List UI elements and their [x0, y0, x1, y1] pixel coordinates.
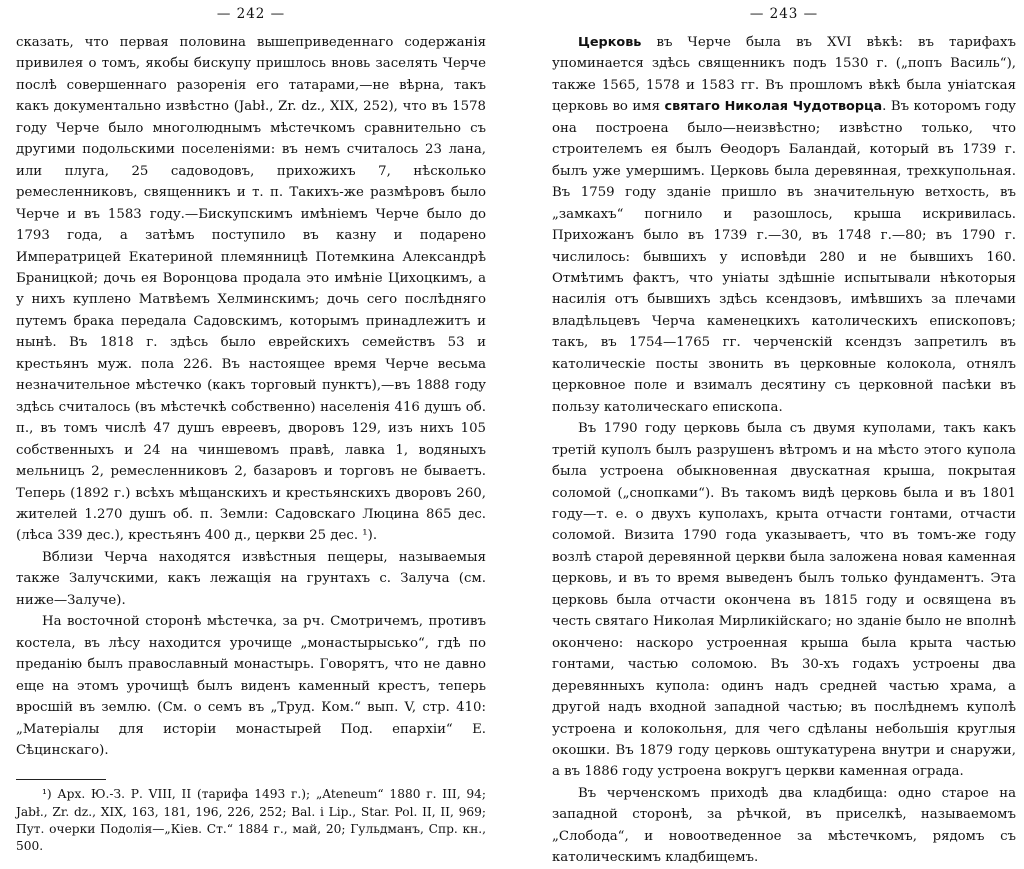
paragraph: На восточной сторонѣ мѣстечка, за рч. Смотричемъ, противъ костела, въ лѣсу находится урочище „монастырысько“, гдѣ по преданію былъ православный монастырь. Говорятъ, что не давно еще на этомъ урочищѣ былъ виденъ каменный крестъ, теперь вросшій въ землю. (См. о семъ въ „Труд. Ком.“ вып. V, стр. 410: „Матеріалы для исторіи монастырей Под. епархіи“ Е. Сѣцинскаго). — [16, 614, 486, 758]
page-body — [16, 32, 486, 761]
paragraph: Въ черченскомъ приходѣ два кладбища: одно старое на западной сторонѣ, за рѣчкой, въ приселкѣ, называемомъ „Слобода“, и новоотведенное за мѣстечкомъ, рядомъ съ католическимъ кладбищемъ. — [552, 785, 1016, 866]
footnote-divider — [16, 779, 106, 780]
left-page — [0, 0, 512, 854]
right-page — [512, 0, 1024, 866]
paragraph — [552, 32, 1016, 418]
paragraph-text: въ Черче была въ XVI вѣкѣ: въ тарифахъ упоминается здѣсь священникъ подъ 1530 г. („попъ Василь“), также 1565, 1578 и 1583 гг. Въ прошломъ вѣкѣ была уніатская церковь во имя — [552, 35, 1016, 115]
page-number: — 243 — — [749, 6, 819, 22]
section-heading: Церковь — [578, 35, 642, 50]
footnote — [16, 786, 486, 855]
saint-name: святаго Николая Чудотворца — [664, 99, 883, 115]
paragraph: Въ 1790 году церковь была съ двумя куполами, такъ какъ третій куполъ былъ разрушенъ вѣтромъ и на мѣсто этого купола была устроена обыкновенная двускатная крыша, покрытая соломой („снопками“). Въ такомъ видѣ церковь была и въ 1801 году—т. е. о двухъ куполахъ, крыта отчасти гонтами, отчасти соломой. Визита 1790 года указываетъ, что въ томъ-же году возлѣ старой деревянной церкви была заложена новая каменная церковь, и въ то время выведенъ былъ только фундаментъ. Эта церковь была отчасти окончена въ 1815 году и освящена въ честь святаго Николая Мирликійскаго; но зданіе было не вполнѣ окончено: наскоро устроенная крыша была крыта частью гонтами, частью соломою. Въ 30-хъ годахъ устроены два деревянныхъ купола: одинъ надъ средней частью храма, а другой надъ входной западной частью; въ послѣднемъ куполѣ устроена и колокольня, для чего сдѣланы небольшія круглыя окошки. Въ 1879 году церковь оштукатурена внутри и снаружи, а въ 1886 году устроена вокругъ церкви каменная ограда. — [552, 421, 1016, 780]
page-body — [552, 32, 1016, 869]
paragraph-text: . Въ которомъ году она построена было—неизвѣстно; извѣстно только, что строителемъ ея былъ Ѳеодоръ Баландай, который въ 1739 г. былъ уже умершимъ. Церковь была деревянная, трехкупольная. Въ 1759 году зданіе пришло въ значительную ветхость, въ „замкахъ“ погнило и разошлось, крыша искривилась. Прихожанъ было въ 1739 г.—30, въ 1748 г.—80; въ 1790 г. числилось: бывшихъ у исповѣди 280 и не бывшихъ 160. Отмѣтимъ фактъ, что уніаты здѣшніе испытывали нѣкоторыя насилія отъ бывшихъ здѣсь ксендзовъ, имѣвшихъ за плечами владѣльцевъ Черча каменецкихъ католическихъ епископовъ; такъ, въ 1754—1765 гг. черченскій ксендзъ запретилъ въ католическіе посты звонить въ церковные колокола, отнялъ церковное поле и взималъ десятину съ церковной пасѣки въ пользу католическаго епископа. — [552, 99, 1016, 415]
page-number: — 242 — — [216, 6, 286, 22]
paragraph: сказать, что первая половина вышеприведеннаго содержанія привилея о томъ, якобы бискупу пришлось вновь заселять Черче послѣ совершеннаго разоренія его татарами,—не вѣрна, такъ какъ документально извѣстно (Jabł., Zr. dz., XIX, 252), что въ 1578 году Черче было многолюднымъ мѣстечкомъ сравнительно съ другими подольскими поселеніями: въ немъ считалось 23 лана, или плуга, 25 садоводовъ, прихожихъ 7, нѣсколько ремесленниковъ, священникъ и т. п. Такихъ-же размѣровъ было Черче и въ 1583 году.—Бискупскимъ имѣніемъ Черче было до 1793 года, а затѣмъ поступило въ казну и подарено Императрицей Екатериной племянницѣ Потемкина Александрѣ Браницкой; дочь ея Воронцова продала это имѣніе Цихоцкимъ, а у нихъ куплено Матвѣемъ Хелминскимъ; дочь сего послѣдняго путемъ брака передала Садовскимъ, которымъ принадлежитъ и нынѣ. Въ 1818 г. здѣсь было еврейскихъ семействъ 53 и крестьянъ муж. пола 226. Въ настоящее время Черче весьма незначительное мѣстечко (какъ торговый пунктъ),—въ 1888 году здѣсь считалось (въ мѣстечкѣ собственно) населенія 416 душъ об. п., въ томъ числѣ 47 душъ евреевъ, дворовъ 129, изъ нихъ 105 собственныхъ и 24 на чиншевомъ правѣ, лавка 1, водяныхъ мельницъ 2, ремесленниковъ 2, базаровъ и торговъ не бываетъ. Теперь (1892 г.) всѣхъ мѣщанскихъ и крестьянскихъ дворовъ 260, жителей 1.270 душъ об. п. Земли: Садовскаго Люцина 865 дес. (лѣса 339 дес.), крестьянъ 400 д., церкви 25 дес. ¹). — [16, 35, 486, 544]
paragraph: Вблизи Черча находятся извѣстныя пещеры, называемыя также Залучскими, какъ лежащія на грунтахъ с. Залуча (см. ниже—Залуче). — [16, 549, 486, 608]
footnote-text: ¹) Арх. Ю.-З. Р. VIII, II (тарифа 1493 г.); „Ateneum“ 1880 г. III, 94; Jabł., Zr. dz., XIX, 163, 181, 196, 226, 252; Bal. i Lip., Star. Pol. II, II, 969; Пут. очерки Подолія—„Кіев. Ст.“ 1884 г., май, 20; Гульдманъ, Спр. кн., 500. — [16, 787, 486, 854]
